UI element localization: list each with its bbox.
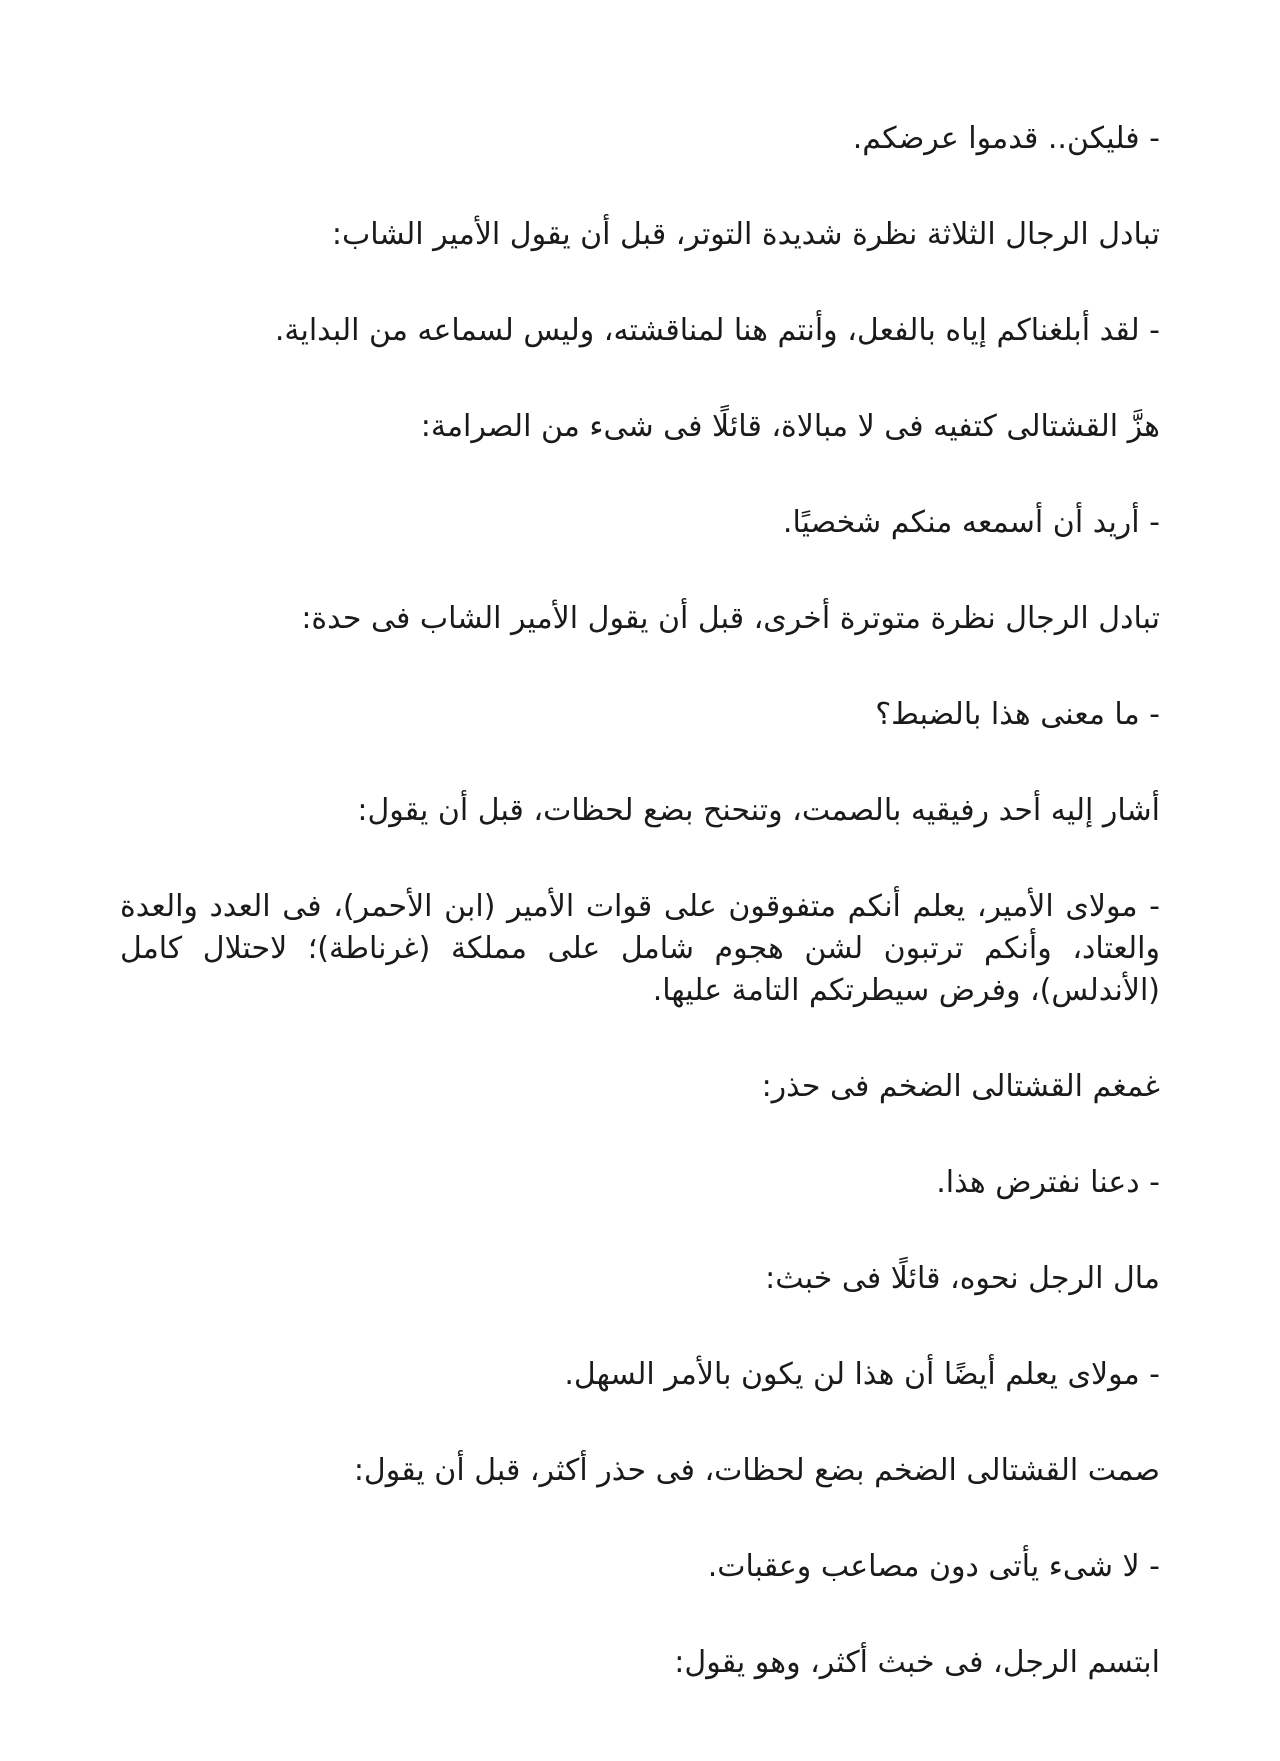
narration-line: غمغم القشتالى الضخم فى حذر: [761,1069,1160,1104]
narration-line: تبادل الرجال الثلاثة نظرة شديدة التوتر، قبل أن يقول الأمير الشاب: [331,217,1160,252]
narration-line: مال الرجل نحوه، قائلًا فى خبث: [765,1261,1160,1296]
narration-line: هزَّ القشتالى كتفيه فى لا مبالاة، قائلًا فى شىء من الصرامة: [420,409,1160,444]
dialogue-line: - مولاى يعلم أيضًا أن هذا لن يكون بالأمر السهل. [564,1357,1160,1392]
dialogue-paragraph: - مولاى الأمير، يعلم أنكم متفوقون على قوات الأمير (ابن الأحمر)، فى العدد والعدة والعتاد، وأنكم ترتبون لشن هجوم شامل على مملكة (غرناطة)؛ لاحتلال كامل (الأندلس)، وفرض سيطرتكم التامة عليها. [120,889,1160,1008]
narration-line: ابتسم الرجل، فى خبث أكثر، وهو يقول: [674,1645,1160,1680]
dialogue-line: - لقد أبلغناكم إياه بالفعل، وأنتم هنا لمناقشته، وليس لسماعه من البداية. [274,313,1160,348]
dialogue-line: - لا شىء يأتى دون مصاعب وعقبات. [707,1549,1160,1584]
narration-line: صمت القشتالى الضخم بضع لحظات، فى حذر أكثر، قبل أن يقول: [353,1453,1160,1488]
dialogue-line: - أريد أن أسمعه منكم شخصيًا. [782,505,1160,540]
dialogue-line: - فليكن.. قدموا عرضكم. [852,121,1160,156]
book-page [120,118,1160,1738]
dialogue-line: - ما معنى هذا بالضبط؟ [875,697,1160,732]
narration-line: أشار إليه أحد رفيقيه بالصمت، وتنحنح بضع لحظات، قبل أن يقول: [357,793,1160,828]
narration-line: تبادل الرجال نظرة متوترة أخرى، قبل أن يقول الأمير الشاب فى حدة: [301,601,1160,636]
dialogue-line: - دعنا نفترض هذا. [936,1165,1160,1200]
